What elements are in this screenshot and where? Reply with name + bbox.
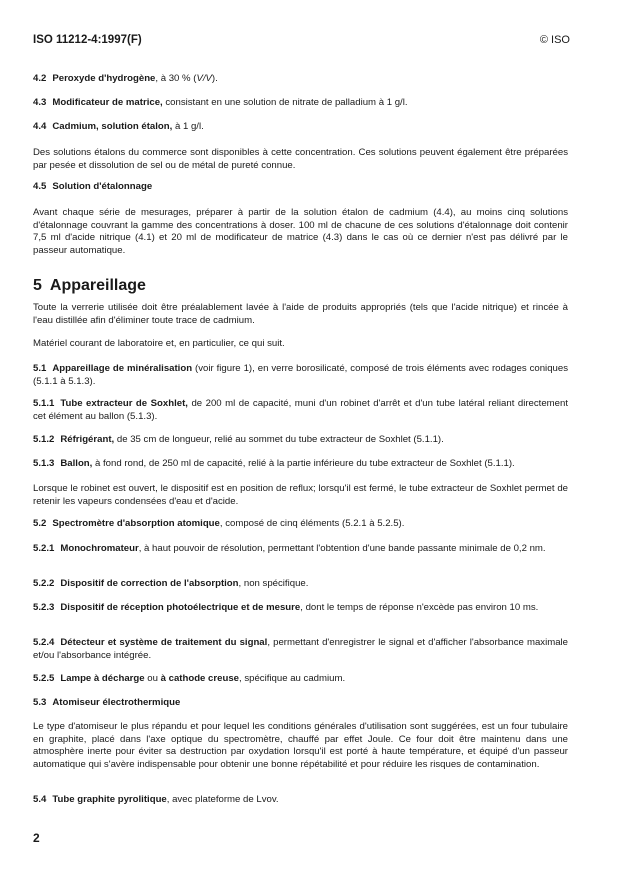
- clause-5-2: [33, 518, 568, 531]
- clause-text: , permettant d'enregistrer le signal et d'afficher l'absorbance maximale et/ou l'absorbance intégrée.: [33, 637, 569, 661]
- clause-text: ou: [144, 673, 161, 684]
- clause-text: , non spécifique.: [238, 578, 309, 589]
- clause-text: ).: [211, 73, 218, 84]
- clause-5-2-4: [33, 637, 568, 662]
- section-number: 5: [33, 277, 42, 294]
- clause-5-3: [33, 697, 568, 710]
- clause-title: Tube extracteur de Soxhlet,: [60, 398, 188, 409]
- clause-text-italic: V/V: [196, 73, 212, 84]
- header-standard-id: ISO 11212-4:1997(F): [33, 34, 142, 46]
- clause-title: Spectromètre d'absorption atomique: [52, 518, 220, 529]
- clause-title: Peroxyde d'hydrogène: [52, 73, 156, 84]
- section-5-heading: [33, 277, 146, 295]
- clause-4-5: [33, 181, 568, 194]
- clause-title: Dispositif de réception photoélectrique et de mesure: [60, 602, 301, 613]
- clause-number: 4.4: [33, 121, 47, 132]
- page-number: 2: [33, 831, 40, 845]
- clause-text: , à haut pouvoir de résolution, permettant l'obtention d'une bande passante minimale de 0,2 nm.: [138, 543, 546, 554]
- clause-title: Modificateur de matrice,: [52, 97, 163, 108]
- clause-text: (voir figure 1), en verre borosilicaté, composé de trois éléments avec rodages coniques (5.1.1 à 5.1.3).: [33, 363, 568, 387]
- clause-title: Dispositif de correction de l'absorption: [60, 578, 239, 589]
- clause-number: 5.1.2: [33, 434, 55, 445]
- clause-5-2-1: [33, 543, 568, 556]
- clause-title: Atomiseur électrothermique: [52, 697, 181, 708]
- clause-text: à fond rond, de 250 ml de capacité, relié à la partie inférieure du tube extracteur de Soxhlet (5.1.1).: [92, 458, 515, 469]
- clause-title: Monochromateur: [60, 543, 139, 554]
- clause-title: Lampe à décharge: [60, 673, 145, 684]
- clause-5-2-3: [33, 602, 568, 615]
- clause-number: 5.1.1: [33, 398, 55, 409]
- clause-5-1-2: [33, 434, 568, 447]
- clause-5-1: [33, 363, 568, 388]
- clause-title: Tube graphite pyrolitique: [52, 794, 167, 805]
- section-title: Appareillage: [49, 277, 146, 294]
- clause-text: , spécifique au cadmium.: [239, 673, 346, 684]
- paragraph-etalons: Des solutions étalons du commerce sont disponibles à cette concentration. Ces solutions peuvent également être préparées par pesée et dissolution de sel ou de métal de pureté connue.: [33, 147, 568, 171]
- clause-4-4: [33, 121, 568, 134]
- clause-number: 4.5: [33, 181, 47, 192]
- clause-number: 5.4: [33, 794, 47, 805]
- paragraph-5-materiel: Matériel courant de laboratoire et, en particulier, ce qui suit.: [33, 338, 285, 349]
- clause-number: 5.2.5: [33, 673, 55, 684]
- clause-5-4: [33, 794, 568, 807]
- clause-number: 5.2.2: [33, 578, 55, 589]
- clause-number: 5.3: [33, 697, 47, 708]
- clause-5-2-5: [33, 673, 568, 686]
- clause-title: Ballon,: [60, 458, 93, 469]
- clause-title-2: à cathode creuse: [160, 673, 239, 684]
- clause-text: de 200 ml de capacité, muni d'un robinet d'arrêt et d'un tube latéral reliant directement cet élément au ballon (5.1.3).: [33, 398, 569, 422]
- clause-title: Réfrigérant,: [60, 434, 115, 445]
- clause-number: 5.1.3: [33, 458, 55, 469]
- clause-5-2-2: [33, 578, 568, 591]
- clause-5-1-3: [33, 458, 568, 471]
- clause-number: 5.2: [33, 518, 47, 529]
- clause-title: Appareillage de minéralisation: [52, 363, 193, 374]
- clause-title: Solution d'étalonnage: [52, 181, 153, 192]
- paragraph-5-3: Le type d'atomiseur le plus répandu et pour lequel les conditions générales d'utilisation sont suggérées, est un four tubulaire en graphite, placé dans l'axe optique du spectromètre, chauffé par effet Joule. Ce four doit être maintenu dans une atmosphère inerte pour éviter sa destruction par oxydation lorsqu'il est porté à haute température, et équipé d'un passeur automatique qui s'avère indispensable pour obtenir une bonne répétabilité et pour réduire les risques de contamination.: [33, 721, 568, 770]
- clause-text: , avec plateforme de Lvov.: [166, 794, 279, 805]
- paragraph-5-verrerie: Toute la verrerie utilisée doit être préalablement lavée à l'aide de produits appropriés (tels que l'acide nitrique) et rincée à l'eau distillée afin d'éliminer toute trace de cadmium.: [33, 302, 568, 326]
- clause-number: 4.2: [33, 73, 47, 84]
- header-copyright: © ISO: [539, 34, 570, 46]
- clause-5-1-1: [33, 398, 568, 423]
- clause-title: Cadmium, solution étalon,: [52, 121, 173, 132]
- clause-number: 5.2.3: [33, 602, 55, 613]
- clause-text: , composé de cinq éléments (5.2.1 à 5.2.5).: [219, 518, 405, 529]
- clause-4-2: [33, 73, 568, 86]
- clause-number: 4.3: [33, 97, 47, 108]
- clause-text: de 35 cm de longueur, relié au sommet du tube extracteur de Soxhlet (5.1.1).: [114, 434, 444, 445]
- clause-number: 5.2.1: [33, 543, 55, 554]
- clause-number: 5.1: [33, 363, 47, 374]
- clause-text: à 1 g/l.: [172, 121, 204, 132]
- clause-title: Détecteur et système de traitement du signal: [60, 637, 268, 648]
- clause-text: , à 30 % (: [155, 73, 197, 84]
- clause-text: consistant en une solution de nitrate de palladium à 1 g/l.: [162, 97, 408, 108]
- paragraph-5-1-3: Lorsque le robinet est ouvert, le dispositif est en position de reflux; lorsqu'il est fermé, le tube extracteur de Soxhlet permet de retenir les vapeurs condensées d'eau et d'acide.: [33, 483, 568, 507]
- clause-number: 5.2.4: [33, 637, 55, 648]
- paragraph-4-5: Avant chaque série de mesurages, préparer à partir de la solution étalon de cadmium (4.4), au moins cinq solutions d'étalonnage couvrant la gamme des concentrations à doser. 100 ml de chacune de ces solutions d'étalonnage doit contenir 7,5 ml d'acide nitrique (4.1) et 20 ml de modificateur de matrice (4.3) dans le cas où ce dernier n'est pas délivré par le passeur automatique.: [33, 207, 568, 256]
- clause-4-3: [33, 97, 568, 110]
- clause-text: , dont le temps de réponse n'excède pas environ 10 ms.: [300, 602, 539, 613]
